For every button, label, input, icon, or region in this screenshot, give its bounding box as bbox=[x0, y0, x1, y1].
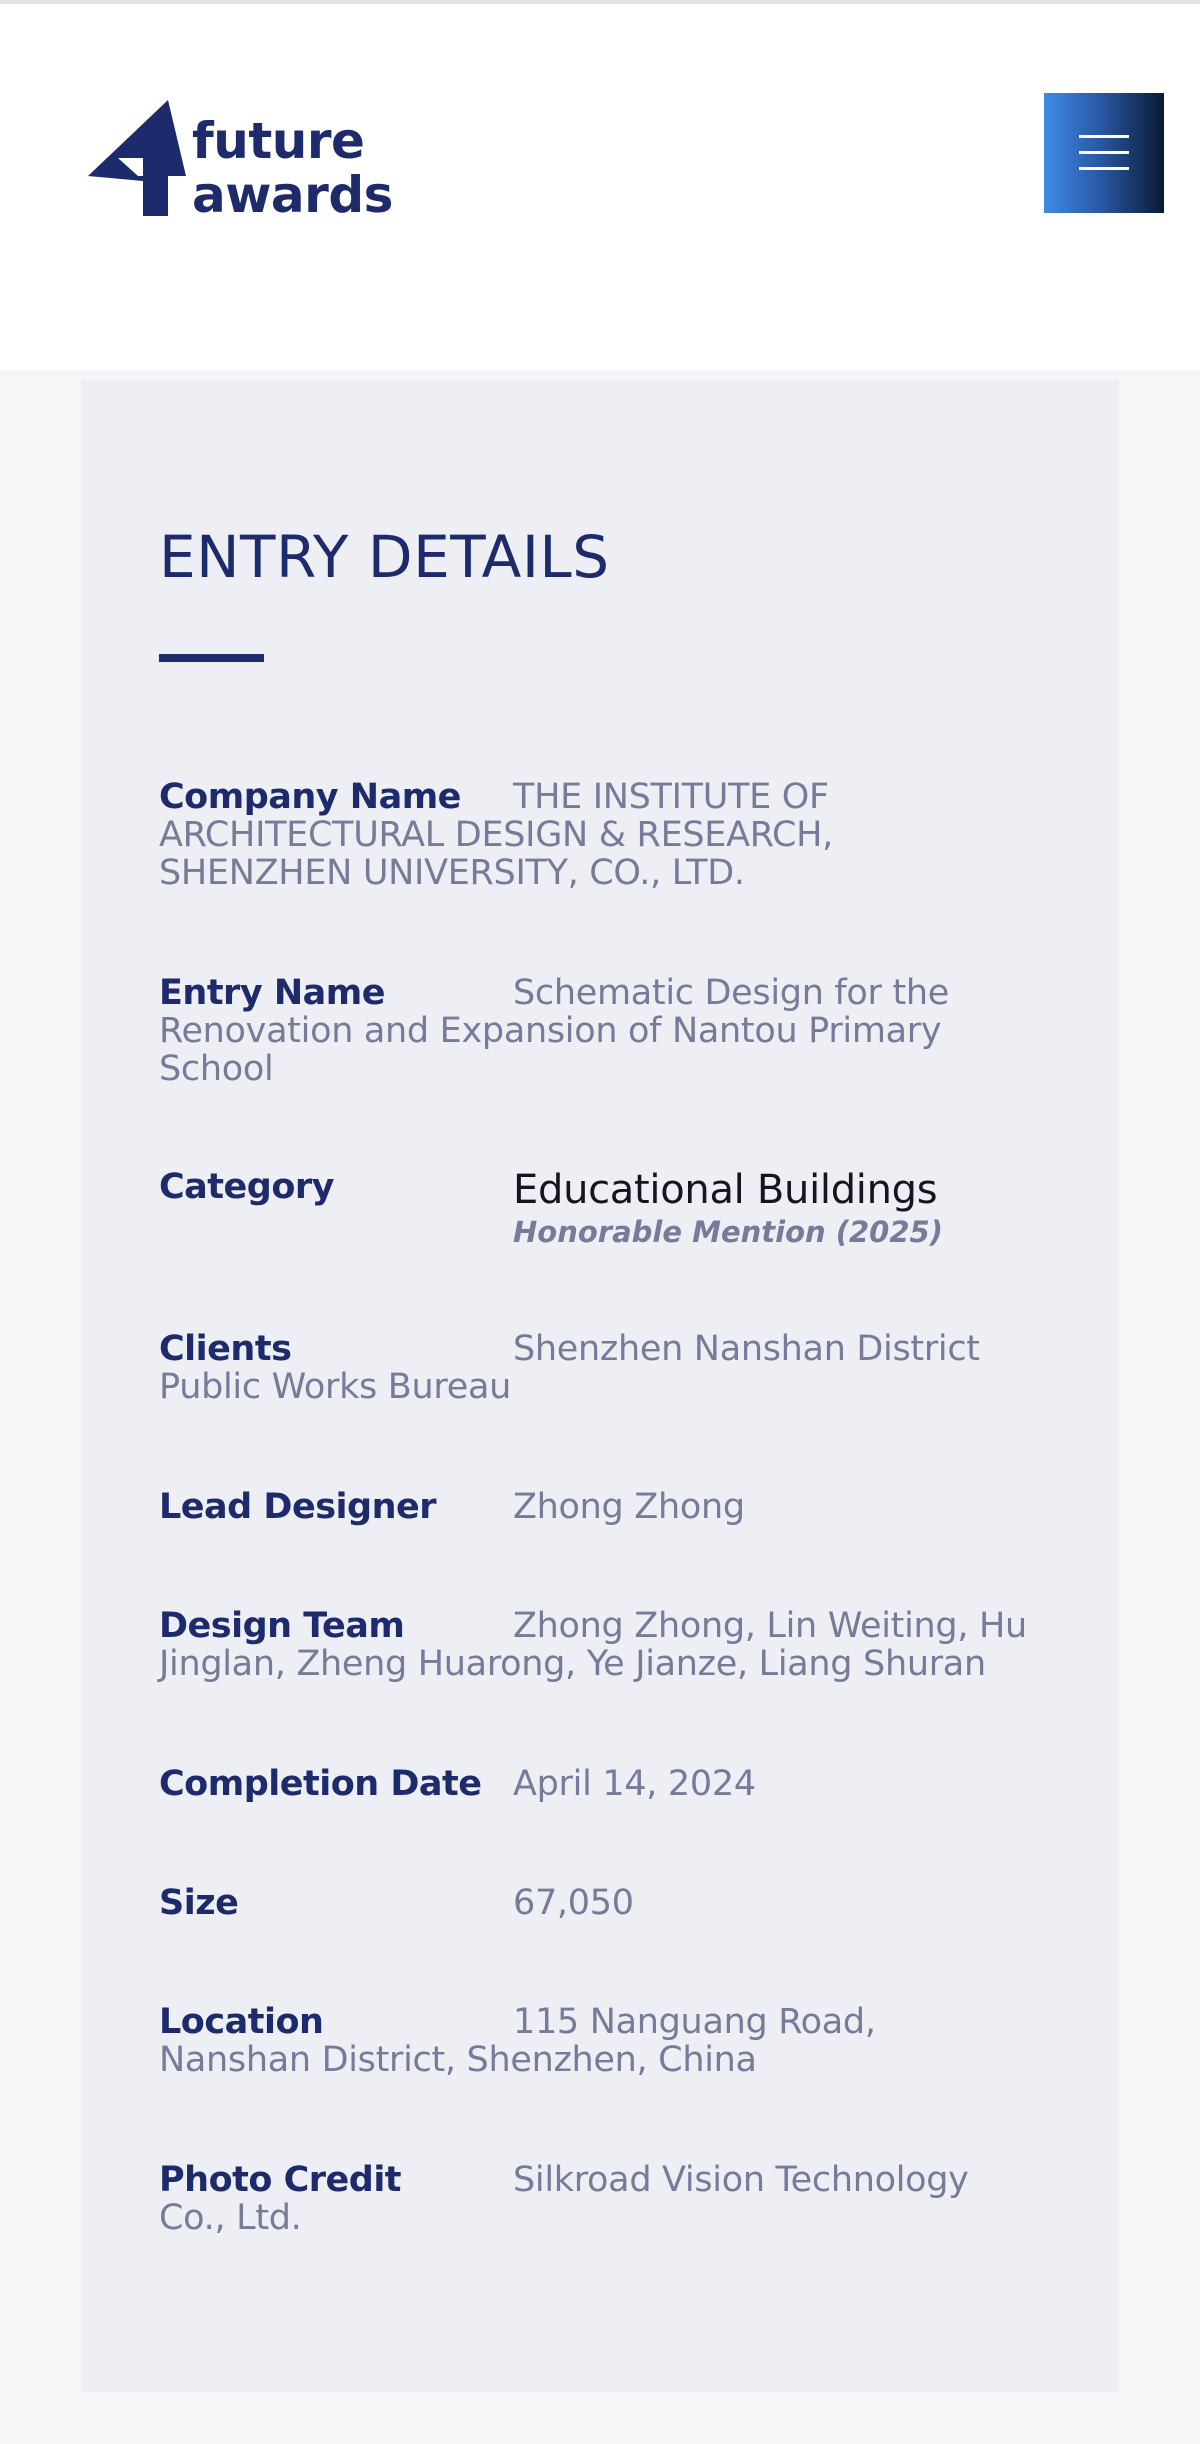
detail-row-size bbox=[159, 1884, 1029, 1922]
detail-label: Design Team bbox=[159, 1606, 405, 1646]
detail-label: Photo Credit bbox=[159, 2160, 402, 2200]
detail-label: Location bbox=[159, 2002, 324, 2042]
site-header bbox=[0, 4, 1200, 370]
hamburger-menu-icon bbox=[1079, 135, 1129, 138]
hamburger-menu-icon-bar bbox=[1079, 151, 1129, 154]
detail-value: Silkroad Vision Technology Co., Ltd. bbox=[159, 2160, 969, 2238]
hamburger-menu-icon-bar bbox=[1079, 167, 1129, 170]
logo-line-future: future bbox=[192, 112, 365, 170]
detail-value: 67,050 bbox=[513, 1883, 634, 1923]
logo-line-awards: awards bbox=[192, 166, 393, 224]
logo-wordmark bbox=[192, 114, 393, 222]
detail-value: April 14, 2024 bbox=[513, 1764, 756, 1804]
detail-row-lead-designer bbox=[159, 1488, 1029, 1526]
detail-label: Category bbox=[159, 1167, 334, 1207]
detail-value: Shenzhen Nanshan District Public Works Bureau bbox=[159, 1329, 980, 1407]
detail-row-entry-name bbox=[159, 974, 1029, 1088]
detail-value: 115 Nanguang Road, Nanshan District, Shenzhen, China bbox=[159, 2002, 876, 2080]
detail-row-location bbox=[159, 2003, 1029, 2079]
detail-label: Clients bbox=[159, 1329, 292, 1369]
entry-details-panel bbox=[81, 380, 1119, 2392]
detail-value: Zhong Zhong bbox=[513, 1487, 745, 1527]
future-awards-logo[interactable] bbox=[88, 96, 418, 226]
detail-row-photo-credit bbox=[159, 2161, 1029, 2237]
detail-row-completion-date bbox=[159, 1765, 1029, 1803]
detail-value: Schematic Design for the Renovation and Expansion of Nantou Primary School bbox=[159, 973, 949, 1089]
detail-value: Educational Buildings bbox=[513, 1167, 938, 1213]
page-title: ENTRY DETAILS bbox=[159, 523, 610, 591]
logo-4-mark-icon bbox=[88, 96, 188, 226]
detail-value: Zhong Zhong, Lin Weiting, Hu Jinglan, Zheng Huarong, Ye Jianze, Liang Shuran bbox=[159, 1606, 1027, 1684]
detail-label: Lead Designer bbox=[159, 1487, 436, 1527]
detail-row-company-name bbox=[159, 778, 1029, 892]
detail-value: THE INSTITUTE OF ARCHITECTURAL DESIGN & RESEARCH, SHENZHEN UNIVERSITY, CO., LTD. bbox=[159, 777, 834, 893]
detail-label: Completion Date bbox=[159, 1764, 482, 1804]
title-underline bbox=[159, 654, 264, 662]
detail-row-category bbox=[159, 1168, 1029, 1252]
hamburger-menu-button[interactable] bbox=[1044, 93, 1164, 213]
detail-label: Size bbox=[159, 1883, 239, 1923]
detail-row-design-team bbox=[159, 1607, 1029, 1683]
award-badge: Honorable Mention (2025) bbox=[513, 1215, 943, 1249]
detail-label: Company Name bbox=[159, 777, 461, 817]
detail-label: Entry Name bbox=[159, 973, 385, 1013]
detail-row-clients bbox=[159, 1330, 1029, 1406]
